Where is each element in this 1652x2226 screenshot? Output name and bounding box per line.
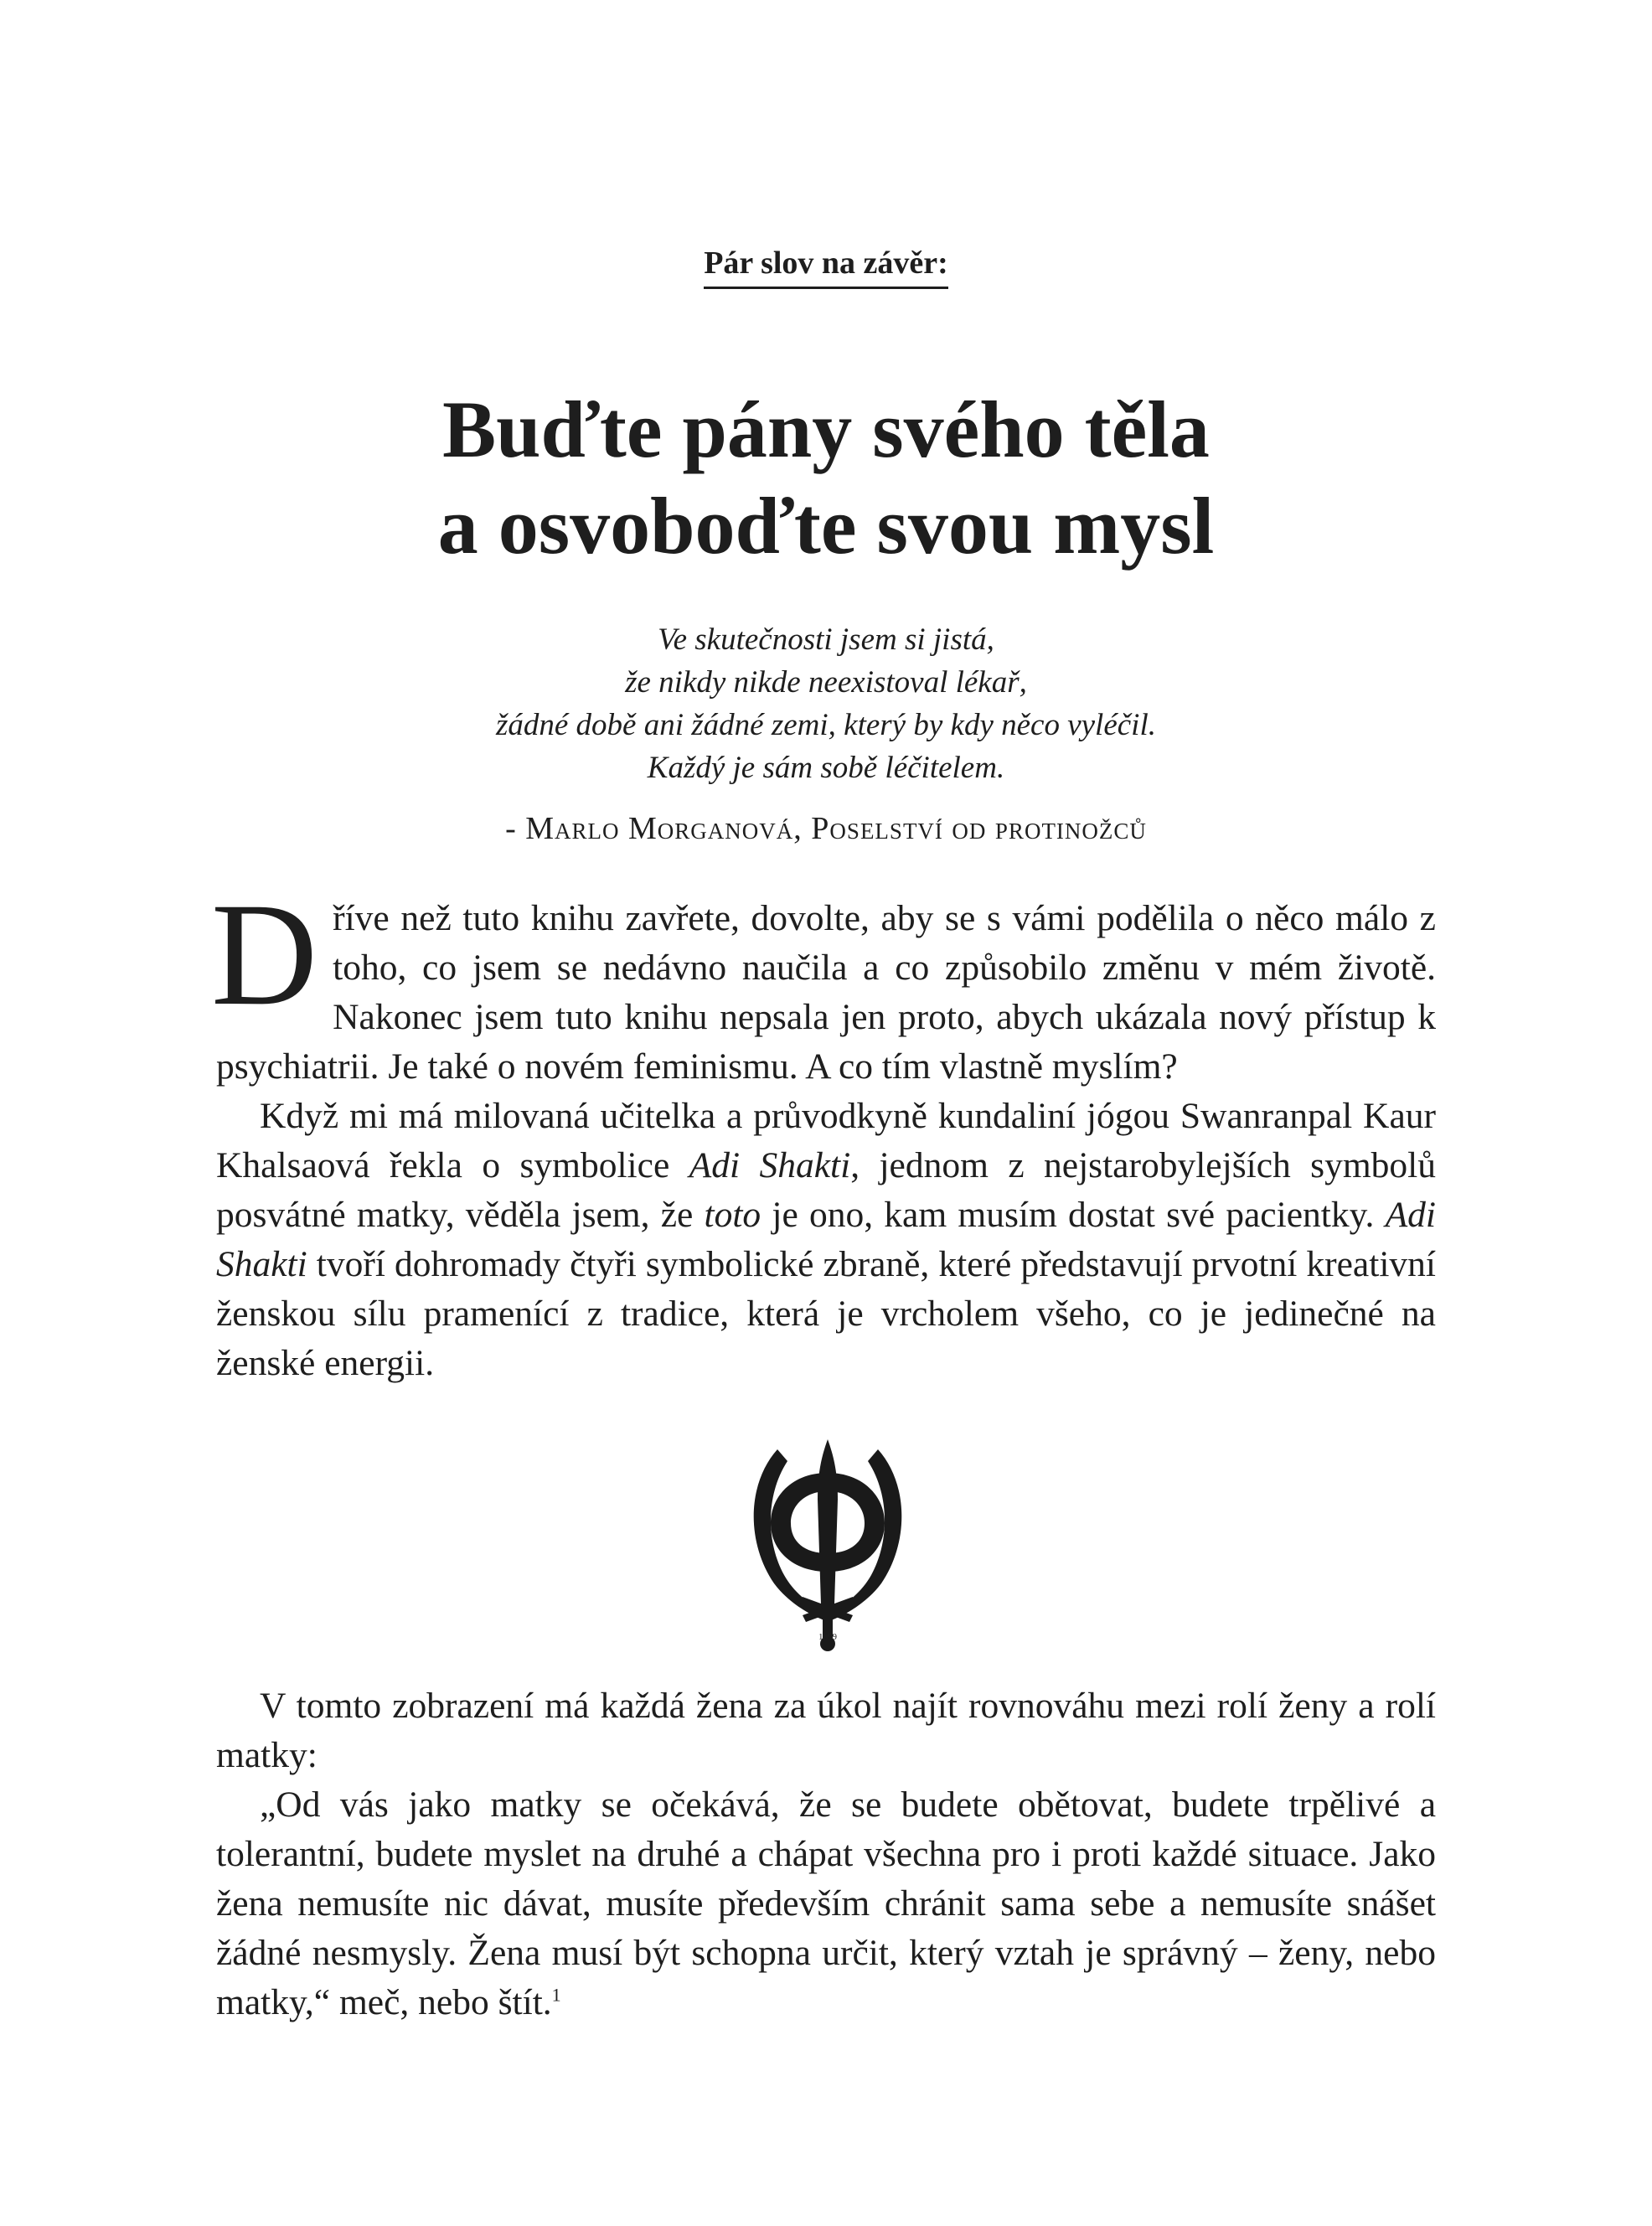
paragraph-intro-text: říve než tuto knihu zavřete, dovolte, aby se s vámi podělila o něco málo z toho, co jsem se nedávno naučila a co způsobilo změnu v mém životě. Nakonec jsem tuto knihu nepsala jen proto, abych ukázala nový přístup k psychiatrii. Je také o novém feminismu. A co tím vlastně myslím? <box>216 898 1436 1087</box>
paragraph-intro <box>211 873 1436 1092</box>
adi-shakti-khanda-icon <box>744 1424 911 1659</box>
epigraph-line: žádné době ani žádné zemi, který by kdy něco vyléčil. <box>495 708 1156 742</box>
epigraph-attribution: - Marlo Morganová, Poselství od protinožců <box>505 811 1147 846</box>
text-run: tvoří dohromady čtyři symbolické zbraně, které představují prvotní kreativní ženskou sílu pramenící z tradice, která je vrcholem všeho, co je jedinečné na ženské energii. <box>216 1244 1436 1383</box>
epigraph <box>0 618 1652 789</box>
khanda-blade <box>818 1439 838 1604</box>
text-run: je ono, kam musím dostat své pacientky. <box>761 1195 1386 1235</box>
chapter-kicker-text: Pár slov na závěr: <box>704 245 948 289</box>
epigraph-line: Ve skutečnosti jsem si jistá, <box>658 622 994 657</box>
paragraph-quote-text: „Od vás jako matky se očekává, že se budete obětovat, budete trpělivé a tolerantní, budete myslet na druhé a chápat všechna pro i proti každé situace. Jako žena nemusíte nic dávat, musíte především chránit sama sebe a nemusíte snášet žádné nesmysly. Žena musí být schopna určit, který vztah je správný – ženy, nebo matky,“ meč, nebo štít. <box>216 1784 1436 2022</box>
paragraph-adi-shakti <box>216 1092 1436 1388</box>
body-text-lower <box>216 1681 1436 2027</box>
emphasis: toto <box>704 1195 761 1235</box>
emblem-year: 1699 <box>818 1632 837 1642</box>
drop-cap: D <box>211 873 318 1036</box>
body-text-upper <box>211 873 1437 1388</box>
chapter-title <box>0 381 1652 574</box>
chapter-title-line-1: Buďte pány svého těla <box>442 385 1210 474</box>
emphasis: Adi Shakti <box>689 1145 851 1185</box>
text-run: Když mi má milovaná učitelka a průvodkyně kundaliní jógou Swanranpal Kaur Khalsaová řekla o symbolice <box>216 1096 1436 1185</box>
paragraph-balance: V tomto zobrazení má každá žena za úkol najít rovnováhu mezi rolí ženy a rolí matky: <box>216 1686 1436 1775</box>
text-run: , jednom z nejstarobylejších symbolů posvátné matky, věděla jsem, že <box>216 1145 1437 1235</box>
paragraph-quote <box>216 1780 1436 2027</box>
chapter-title-line-2: a osvoboďte svou mysl <box>437 481 1215 571</box>
footnote-marker[interactable]: 1 <box>551 1984 561 2006</box>
epigraph-line: Každý je sám sobě léčitelem. <box>647 751 1005 785</box>
epigraph-line: že nikdy nikde neexistoval lékař, <box>625 665 1027 700</box>
emphasis: Adi Shakti <box>216 1195 1437 1284</box>
chapter-kicker <box>0 245 1652 289</box>
